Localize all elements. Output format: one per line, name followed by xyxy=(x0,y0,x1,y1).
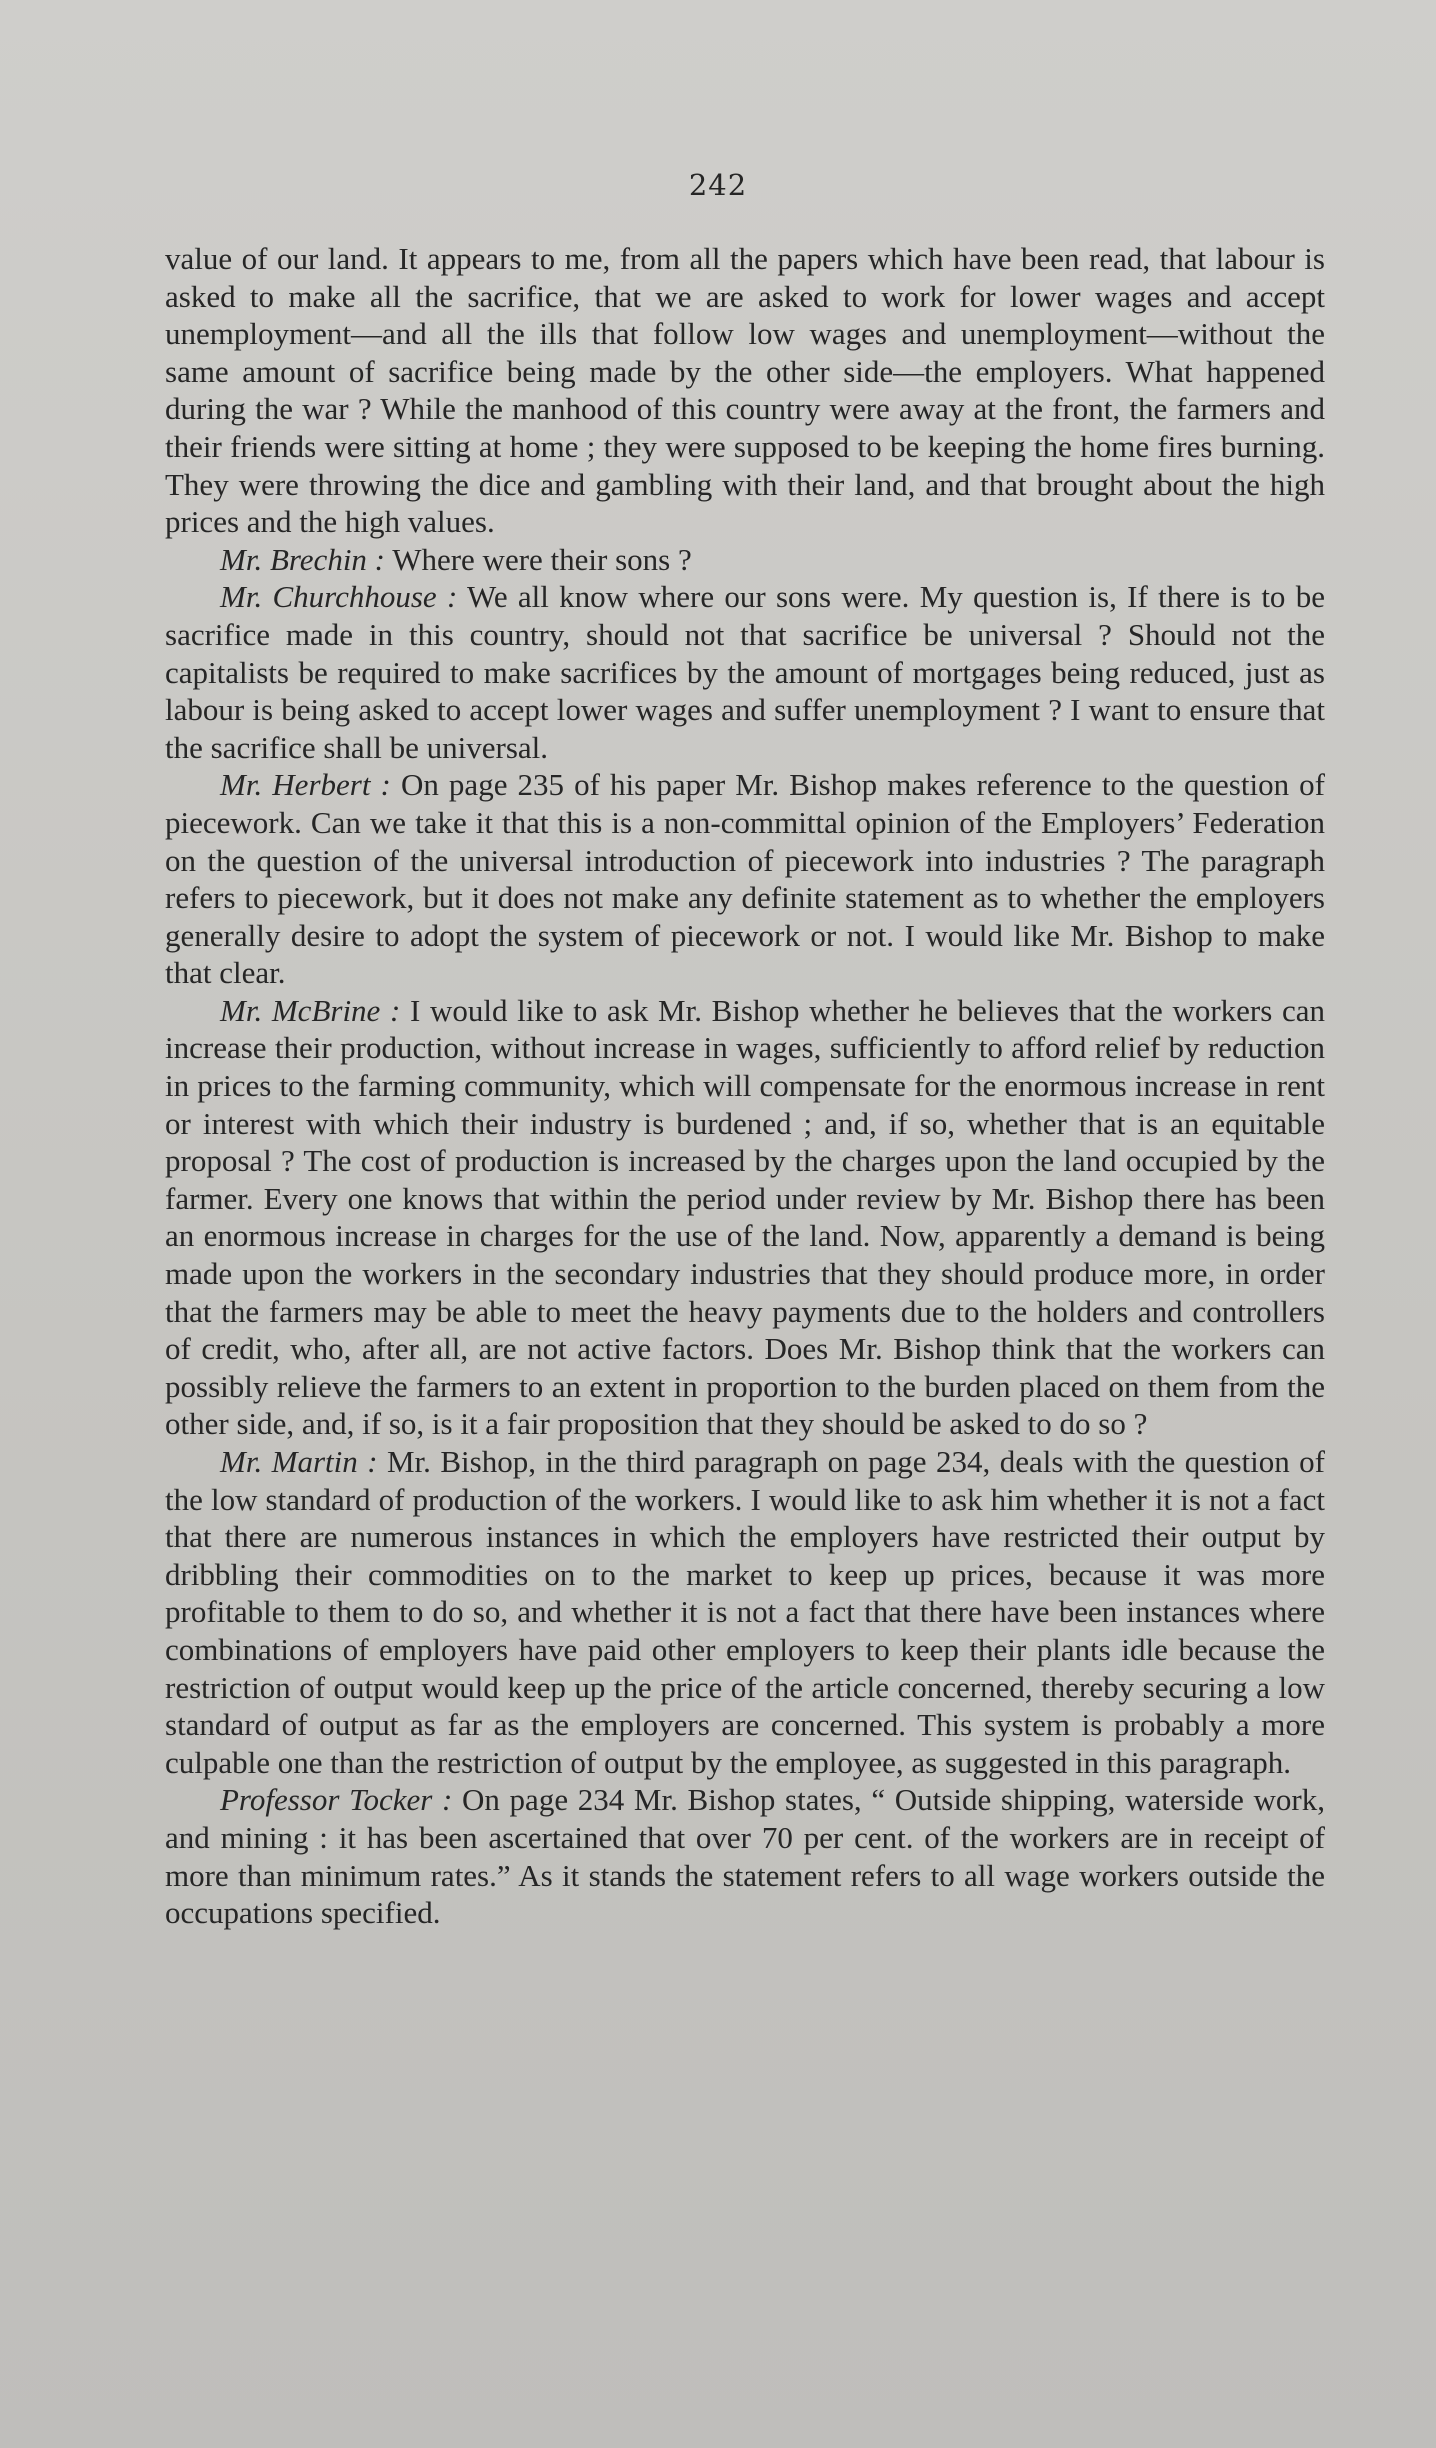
speaker-name: Mr. Herbert : xyxy=(220,767,391,803)
speaker-name: Mr. McBrine : xyxy=(220,992,401,1028)
speaker-name: Mr. Martin : xyxy=(220,1444,378,1479)
paragraph-text: Where were their sons ? xyxy=(385,541,692,577)
paragraph xyxy=(165,541,1325,579)
speaker-name: Mr. Churchhouse : xyxy=(220,579,458,615)
paragraph-text: value of our land. It appears to me, from all the papers which have been read, that labour is asked to make all the sacrifice, that we are asked to work for lower wages and accept unemployment—and all the ills that follow low wages and unemployment—without the same amount of sacrifice being made by the other side—the employers. What happened during the war ? While the manhood of this country were away at the front, the farmers and their friends were sitting at home ; they were supposed to be keeping the home fires burning. They were throwing the dice and gambling with their land, and that brought about the high prices and the high values. xyxy=(165,241,1325,540)
body-text xyxy=(165,240,1325,1932)
paragraph-text: We all know where our sons were. My question is, If there is to be sacrifice made in this country, should not that sacrifice be universal ? Should not the capitalists be required to make sacrifices by the amount of mortgages being reduced, just as labour is being asked to accept lower wages and suffer unemployment ? I want to ensure that the sacrifice shall be universal. xyxy=(165,579,1325,765)
paragraph xyxy=(165,578,1325,766)
speaker-name: Professor Tocker : xyxy=(220,1782,453,1818)
page-number: 242 xyxy=(688,168,748,202)
paragraph-text: On page 235 of his paper Mr. Bishop makes reference to the question of piecework. Can we take it that this is a non-committal opinion of the Employers’ Federation on the question of the universal introduction of piecework into industries ? The paragraph refers to piecework, but it does not make any definite statement as to whether the employers generally desire to adopt the system of piecework or not. I would like Mr. Bishop to make that clear. xyxy=(165,767,1325,991)
paragraph xyxy=(165,240,1325,541)
paragraph xyxy=(165,1443,1325,1781)
paragraph-text: I would like to ask Mr. Bishop whether he believes that the workers can increase their production, without increase in wages, sufficiently to afford relief by reduction in prices to the farming community, which will compensate for the enormous increase in rent or interest with which their industry is burdened ; and, if so, whether that is an equitable proposal ? The cost of production is increased by the charges upon the land occupied by the farmer. Every one knows that within the period under review by Mr. Bishop there has been an enormous increase in charges for the use of the land. Now, apparently a demand is being made upon the workers in the secondary industries that they should produce more, in order that the farmers may be able to meet the heavy payments due to the holders and controllers of credit, who, after all, are not active factors. Does Mr. Bishop think that the workers can possibly relieve the farmers to an extent in proportion to the burden placed on them from the other side, and, if so, is it a fair proposition that they should be asked to do so ? xyxy=(165,992,1325,1442)
paragraph xyxy=(165,1781,1325,1931)
speaker-name: Mr. Brechin : xyxy=(220,541,386,577)
paragraph xyxy=(165,766,1325,992)
paragraph-text: On page 234 Mr. Bishop states, “ Outside shipping, waterside work, and mining : it has been ascertained that over 70 per cent. of the workers are in receipt of more than minimum rates.” As it stands the statement refers to all wage workers outside the occupations specified. xyxy=(165,1782,1325,1931)
paragraph-text: Mr. Bishop, in the third paragraph on page 234, deals with the question of the low standard of production of the workers. I would like to ask him whether it is not a fact that there are numerous instances in which the employers have restricted their output by dribbling their commodities on to the market to keep up prices, because it was more profitable to them to do so, and whether it is not a fact that there have been instances where combinations of employers have paid other employers to keep their plants idle because the restriction of output would keep up the price of the article concerned, thereby securing a low standard of output as far as the employers are concerned. This system is probably a more culpable one than the restriction of output by the employee, as suggested in this paragraph. xyxy=(165,1444,1326,1780)
paragraph xyxy=(165,992,1325,1443)
